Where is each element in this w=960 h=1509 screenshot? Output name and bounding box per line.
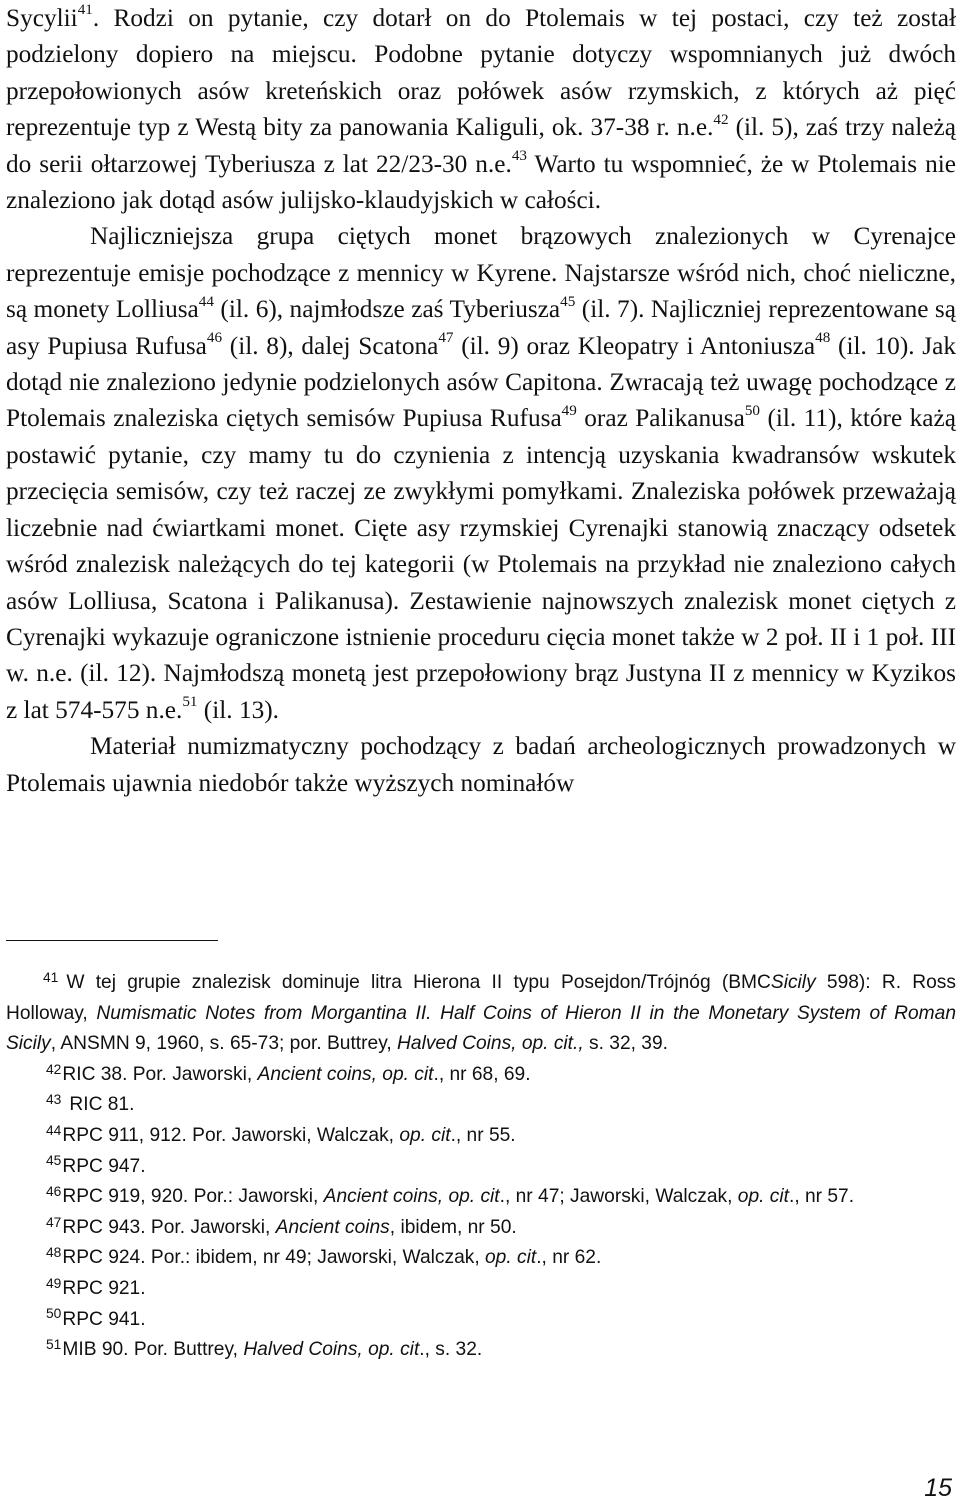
text-span: ., nr 62. [536, 1247, 602, 1269]
italic-span: Halved Coins, op. cit [243, 1339, 420, 1361]
italic-span: op. cit [737, 1186, 789, 1208]
footnote-number: 49 [46, 1274, 62, 1291]
footnote-44 [6, 1121, 956, 1152]
footnote-ref-46[interactable]: 46 [206, 328, 223, 346]
italic-span: Ancient coins, op. cit [257, 1063, 434, 1085]
text-span: s. 32, 39. [583, 1033, 668, 1055]
footnote-51 [6, 1335, 956, 1366]
footnote-45 [6, 1152, 956, 1183]
text-span: RPC 941. [62, 1308, 146, 1330]
text-span: RPC 911, 912. Por. Jaworski, Walczak, [62, 1124, 400, 1146]
footnote-number: 50 [46, 1305, 62, 1322]
text-span: (il. 7). Najliczniej reprezentowane są asy Pupiusa Rufusa [6, 295, 956, 360]
main-text [6, 0, 956, 801]
text-span: MIB 90. Por. Buttrey, [62, 1339, 244, 1361]
italic-span: op. cit [485, 1247, 537, 1269]
footnote-ref-50[interactable]: 50 [744, 401, 760, 419]
footnote-number: 48 [46, 1244, 62, 1261]
footnote-48 [6, 1243, 956, 1274]
page-number: 15 [924, 1474, 952, 1502]
text-span: (il. 8), dalej Scatona [222, 331, 439, 360]
footnote-ref-49[interactable]: 49 [561, 401, 577, 419]
footnote-number: 45 [46, 1152, 62, 1169]
footnote-41 [6, 968, 956, 1060]
text-span: Najliczniejsza grupa ciętych monet brązowych znalezionych w Cyrenajce reprezentuje emisje pochodzące z mennicy w Kyrene. Najstarsze wśród nich, choć nieliczne, są monety Lolliusa [6, 222, 956, 324]
text-span: (il. 6), najmłodsze zaś Tyberiusza [213, 295, 561, 324]
footnote-ref-48[interactable]: 48 [815, 328, 831, 346]
footnote-47 [6, 1213, 956, 1244]
italic-span: Ancient coins [275, 1216, 390, 1238]
footnote-ref-43[interactable]: 43 [511, 146, 527, 164]
text-span: RIC 38. Por. Jaworski, [62, 1063, 258, 1085]
text-span: Sycylii [6, 4, 78, 32]
italic-span: Ancient coins, op. cit [323, 1186, 500, 1208]
footnote-number: 42 [46, 1060, 62, 1077]
text-span: ., nr 68, 69. [433, 1063, 531, 1085]
footnote-ref-42[interactable]: 42 [713, 110, 729, 128]
text-span: RPC 919, 920. Por.: Jaworski, [62, 1186, 324, 1208]
text-span: (il. 5), zaś trzy należą do serii ołtarzowej Tyberiusza z lat 22/23-30 n.e. [6, 113, 957, 178]
footnotes [6, 968, 956, 1366]
footnote-number: 51 [46, 1335, 62, 1352]
paragraph-2 [6, 218, 956, 728]
footnote-50 [6, 1305, 956, 1336]
text-span: 598): R. Ross Holloway, [6, 972, 956, 1024]
italic-span: op. cit [399, 1124, 451, 1146]
footnote-ref-41[interactable]: 41 [77, 1, 93, 19]
footnote-separator [6, 940, 218, 941]
text-span: (il. 9) oraz Kleopatry i Antoniusza [453, 331, 816, 360]
text-span: RPC 921. [62, 1277, 146, 1299]
text-span: RPC 943. Por. Jaworski, [62, 1216, 276, 1238]
footnote-number: 43 [46, 1091, 62, 1108]
footnote-ref-51[interactable]: 51 [182, 693, 198, 711]
text-span: , ANSMN 9, 1960, s. 65-73; por. Buttrey, [50, 1033, 398, 1055]
text-span: ., s. 32. [419, 1339, 483, 1361]
text-span: W tej grupie znalezisk dominuje litra Hierona II typu Posejdon/Trójnóg (BMC [66, 972, 771, 993]
text-span: oraz Palikanusa [576, 404, 745, 433]
footnote-ref-47[interactable]: 47 [438, 328, 454, 346]
footnote-49 [6, 1274, 956, 1305]
footnote-ref-44[interactable]: 44 [198, 292, 214, 310]
text-span: (il. 11), które każą postawić pytanie, czy mamy tu do czynienia z intencją uzyskania kwadransów wskutek przecięcia semisów, czy też raczej ze zwykłymi pomyłkami. Znaleziska połówek przeważają liczebnie nad ćwiartkami monet. Cięte asy rzymskiej Cyrenajki stanowią znaczący odsetek wśród znalezisk należących do tej kategorii (w Ptolemais na przykład nie znaleziono całych asów Lolliusa, Scatona i Palikanusa). Zestawienie najnowszych znalezisk monet ciętych z Cyrenajki wykazuje ograniczone istnienie proceduru cięcia monet także w 2 poł. II i 1 poł. III w. n.e. (il. 12). Najmłodszą monetą jest przepołowiony brąz Justyna II z mennicy w Kyzikos z lat 574-575 n.e. [6, 404, 956, 724]
footnote-number: 44 [46, 1121, 62, 1138]
text-span: (il. 13). [197, 695, 279, 724]
text-span: ., nr 47; Jaworski, Walczak, [499, 1186, 738, 1208]
italic-span: Halved Coins, op. cit., [397, 1033, 584, 1055]
text-span: RPC 947. [62, 1155, 146, 1177]
footnote-42 [6, 1060, 956, 1091]
text-span: ., nr 57. [788, 1186, 855, 1208]
footnote-43 [6, 1090, 956, 1121]
text-span: ., nr 55. [450, 1124, 516, 1146]
paragraph-3: Materiał numizmatyczny pochodzący z badań archeologicznych prowadzonych w Ptolemais ujawnia niedobór także wyższych nominałów [6, 732, 956, 797]
footnote-ref-45[interactable]: 45 [560, 292, 576, 310]
text-span: , ibidem, nr 50. [389, 1216, 517, 1238]
paragraph-1 [6, 0, 956, 218]
text-span: (il. 10). Jak dotąd nie znaleziono jedynie podzielonych asów Capitona. Zwracają też uwagę pochodzące z Ptolemais znaleziska ciętych semisów Pupiusa Rufusa [6, 331, 956, 433]
footnote-number: 41 [43, 968, 59, 985]
italic-span: Sicily [770, 972, 816, 993]
footnote-46 [6, 1182, 956, 1213]
footnote-number: 46 [46, 1182, 62, 1199]
italic-span: Numismatic Notes from Morgantina II. Half Coins of Hieron II in the Monetary System of Roman Sicily [6, 1002, 956, 1055]
text-span: Warto tu wspomnieć, że w Ptolemais nie znaleziono jak dotąd asów julijsko-klaudyjskich w całości. [6, 149, 956, 215]
text-span: . Rodzi on pytanie, czy dotarł on do Ptolemais w tej postaci, czy też został podzielony dopiero na miejscu. Podobne pytanie dotyczy wspomnianych już dwóch przepołowionych asów kreteńskich oraz połówek asów rzymskich, z których aż pięć reprezentuje typ z Westą bity za panowania Kaliguli, ok. 37-38 r. n.e. [6, 4, 956, 142]
footnote-number: 47 [46, 1213, 62, 1230]
text-span: RIC 81. [69, 1094, 135, 1116]
text-span: RPC 924. Por.: ibidem, nr 49; Jaworski, Walczak, [62, 1247, 486, 1269]
